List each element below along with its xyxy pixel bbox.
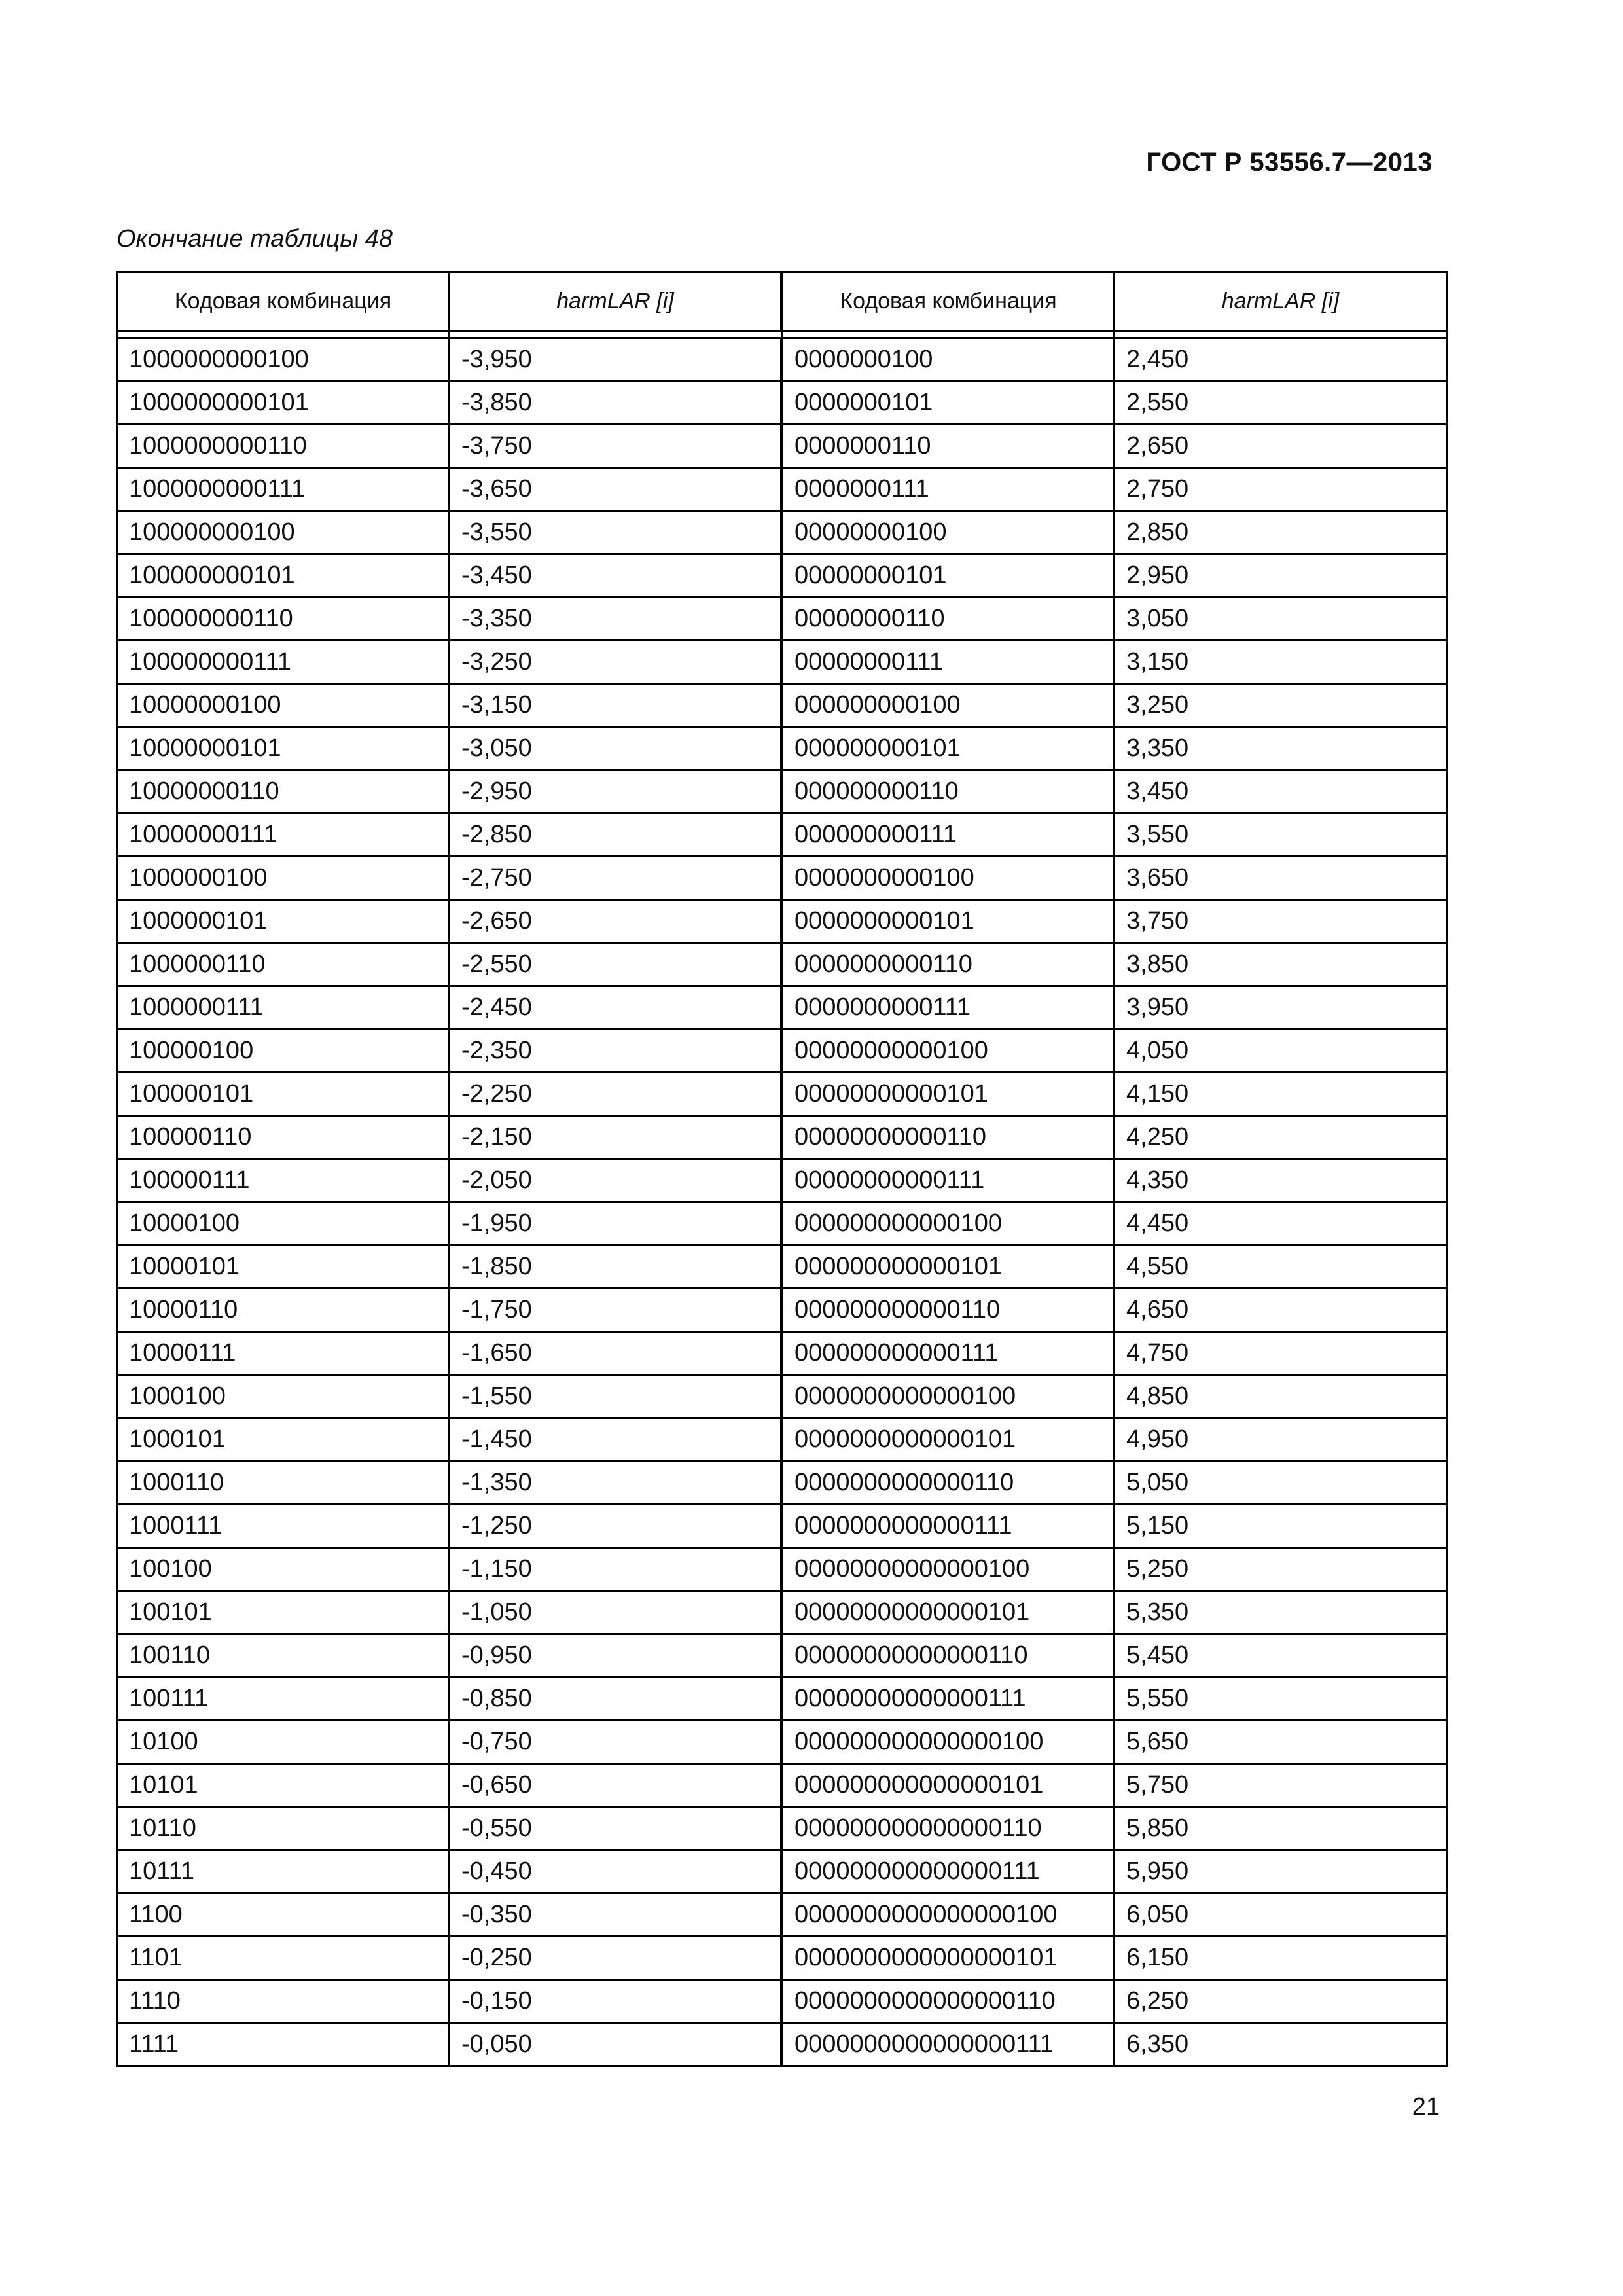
table-row [117,1591,1447,1634]
cell-code: 100000000100 [117,511,450,554]
table-row [117,1893,1447,1937]
cell-harmlar: -0,550 [450,1807,782,1850]
cell-code: 000000000000101 [782,1246,1115,1289]
cell-harmlar: -1,650 [450,1332,782,1375]
cell-code: 1100 [117,1893,450,1937]
cell-code: 00000000000110 [782,1116,1115,1159]
cell-code: 00000000000000110 [782,1634,1115,1677]
cell-harmlar: -2,250 [450,1073,782,1116]
cell-code: 1000000100 [117,857,450,900]
document-standard-header: ГОСТ Р 53556.7—2013 [1146,148,1433,177]
table-caption: Окончание таблицы 48 [116,225,393,253]
cell-harmlar: 5,550 [1115,1677,1447,1721]
cell-harmlar: 3,250 [1115,684,1447,727]
cell-code: 0000000000000000100 [782,1893,1115,1937]
cell-code: 1000000000101 [117,382,450,425]
cell-harmlar: 5,450 [1115,1634,1447,1677]
table-row [117,1548,1447,1591]
cell-harmlar: 2,550 [1115,382,1447,425]
cell-code: 000000000000000101 [782,1764,1115,1807]
cell-harmlar: 2,450 [1115,338,1447,382]
cell-code: 00000000111 [782,641,1115,684]
table-row [117,1159,1447,1202]
cell-code: 0000000000000110 [782,1462,1115,1505]
cell-code: 10000101 [117,1246,450,1289]
table-row [117,684,1447,727]
column-header-code: Кодовая комбинация [782,272,1115,331]
cell-harmlar: -1,150 [450,1548,782,1591]
cell-harmlar: 3,050 [1115,598,1447,641]
table-row [117,1807,1447,1850]
cell-code: 000000000111 [782,814,1115,857]
cell-harmlar: -2,350 [450,1030,782,1073]
cell-code: 1000000101 [117,900,450,943]
cell-code: 0000000000000000110 [782,1980,1115,2023]
cell-harmlar: -1,850 [450,1246,782,1289]
cell-harmlar: -1,050 [450,1591,782,1634]
cell-code: 1000101 [117,1418,450,1462]
cell-code: 00000000000000111 [782,1677,1115,1721]
cell-code: 0000000000000000111 [782,2023,1115,2066]
header-gap [117,331,1447,338]
table-body [117,331,1447,2066]
cell-code: 10110 [117,1807,450,1850]
cell-code: 000000000000000110 [782,1807,1115,1850]
cell-code: 00000000100 [782,511,1115,554]
cell-code: 0000000100 [782,338,1115,382]
cell-code: 000000000000000100 [782,1721,1115,1764]
table-row [117,1850,1447,1893]
cell-code: 10101 [117,1764,450,1807]
table-row [117,1246,1447,1289]
cell-code: 00000000000000100 [782,1548,1115,1591]
cell-harmlar: -3,350 [450,598,782,641]
cell-code: 0000000111 [782,468,1115,511]
cell-harmlar: -0,350 [450,1893,782,1937]
cell-harmlar: 4,850 [1115,1375,1447,1418]
cell-code: 00000000101 [782,554,1115,598]
cell-code: 1000000000100 [117,338,450,382]
cell-harmlar: 5,350 [1115,1591,1447,1634]
cell-harmlar: -0,850 [450,1677,782,1721]
cell-harmlar: 2,650 [1115,425,1447,468]
cell-code: 10000100 [117,1202,450,1246]
cell-code: 0000000000110 [782,943,1115,986]
cell-code: 000000000000110 [782,1289,1115,1332]
cell-harmlar: -2,150 [450,1116,782,1159]
table-row [117,641,1447,684]
cell-code: 10111 [117,1850,450,1893]
cell-code: 000000000100 [782,684,1115,727]
cell-harmlar: 3,750 [1115,900,1447,943]
table-row [117,1764,1447,1807]
table-row [117,598,1447,641]
cell-harmlar: 5,950 [1115,1850,1447,1893]
cell-harmlar: 5,050 [1115,1462,1447,1505]
cell-harmlar: 3,450 [1115,770,1447,814]
table-row [117,1418,1447,1462]
cell-code: 100101 [117,1591,450,1634]
cell-harmlar: 5,650 [1115,1721,1447,1764]
cell-code: 100000101 [117,1073,450,1116]
cell-harmlar: 3,350 [1115,727,1447,770]
cell-harmlar: -2,650 [450,900,782,943]
table-row [117,554,1447,598]
table-row [117,1462,1447,1505]
cell-code: 10000000101 [117,727,450,770]
cell-code: 100000000110 [117,598,450,641]
column-header-harmlar: harmLAR [i] [1115,272,1447,331]
cell-code: 00000000000101 [782,1073,1115,1116]
cell-code: 1110 [117,1980,450,2023]
cell-harmlar: -2,750 [450,857,782,900]
cell-code: 1000100 [117,1375,450,1418]
table-row [117,2023,1447,2066]
cell-harmlar: -3,550 [450,511,782,554]
table-row [117,814,1447,857]
cell-harmlar: -3,650 [450,468,782,511]
table-row [117,1202,1447,1246]
cell-harmlar: -3,150 [450,684,782,727]
cell-code: 100100 [117,1548,450,1591]
cell-code: 1111 [117,2023,450,2066]
cell-harmlar: 4,150 [1115,1073,1447,1116]
table-row [117,943,1447,986]
table-row [117,857,1447,900]
cell-code: 0000000000000101 [782,1418,1115,1462]
cell-code: 00000000000111 [782,1159,1115,1202]
cell-code: 1000000110 [117,943,450,986]
cell-code: 1000110 [117,1462,450,1505]
cell-harmlar: 3,950 [1115,986,1447,1030]
cell-harmlar: 6,350 [1115,2023,1447,2066]
cell-code: 0000000000111 [782,986,1115,1030]
cell-code: 100000111 [117,1159,450,1202]
table-row [117,1677,1447,1721]
column-header-code: Кодовая комбинация [117,272,450,331]
cell-harmlar: -0,450 [450,1850,782,1893]
cell-harmlar: -0,650 [450,1764,782,1807]
cell-code: 10000000111 [117,814,450,857]
table-row [117,986,1447,1030]
cell-harmlar: -0,950 [450,1634,782,1677]
cell-harmlar: -0,050 [450,2023,782,2066]
cell-code: 10000000100 [117,684,450,727]
cell-harmlar: -0,250 [450,1937,782,1980]
cell-code: 00000000000100 [782,1030,1115,1073]
cell-harmlar: -3,250 [450,641,782,684]
table-row [117,1375,1447,1418]
cell-code: 1101 [117,1937,450,1980]
table-row [117,1030,1447,1073]
cell-code: 000000000000111 [782,1332,1115,1375]
cell-harmlar: -3,850 [450,382,782,425]
cell-harmlar: -1,350 [450,1462,782,1505]
cell-harmlar: 5,850 [1115,1807,1447,1850]
cell-harmlar: 3,650 [1115,857,1447,900]
cell-harmlar: -1,250 [450,1505,782,1548]
cell-code: 10100 [117,1721,450,1764]
cell-harmlar: 6,150 [1115,1937,1447,1980]
cell-code: 100000000101 [117,554,450,598]
cell-harmlar: 4,750 [1115,1332,1447,1375]
cell-harmlar: 4,050 [1115,1030,1447,1073]
cell-harmlar: -1,450 [450,1418,782,1462]
table-row [117,468,1447,511]
table-row [117,1721,1447,1764]
cell-harmlar: -0,750 [450,1721,782,1764]
cell-code: 000000000000000111 [782,1850,1115,1893]
table-row [117,1073,1447,1116]
table-row [117,1332,1447,1375]
table-row [117,900,1447,943]
cell-harmlar: 4,250 [1115,1116,1447,1159]
cell-harmlar: 2,850 [1115,511,1447,554]
cell-harmlar: 3,150 [1115,641,1447,684]
cell-code: 000000000101 [782,727,1115,770]
cell-code: 0000000000000100 [782,1375,1115,1418]
page-number: 21 [1412,2093,1440,2121]
cell-code: 10000110 [117,1289,450,1332]
table-row [117,1505,1447,1548]
column-header-harmlar: harmLAR [i] [450,272,782,331]
table-row [117,1937,1447,1980]
cell-harmlar: -1,550 [450,1375,782,1418]
cell-harmlar: 5,250 [1115,1548,1447,1591]
cell-code: 0000000110 [782,425,1115,468]
cell-code: 00000000000000101 [782,1591,1115,1634]
cell-code: 1000000000110 [117,425,450,468]
cell-harmlar: -1,950 [450,1202,782,1246]
cell-harmlar: 3,550 [1115,814,1447,857]
cell-code: 100111 [117,1677,450,1721]
cell-harmlar: 6,250 [1115,1980,1447,2023]
cell-harmlar: 4,650 [1115,1289,1447,1332]
cell-harmlar: 4,450 [1115,1202,1447,1246]
cell-code: 100000000111 [117,641,450,684]
cell-code: 0000000000000111 [782,1505,1115,1548]
cell-harmlar: -3,450 [450,554,782,598]
cell-harmlar: 6,050 [1115,1893,1447,1937]
cell-code: 1000000000111 [117,468,450,511]
cell-code: 0000000000000000101 [782,1937,1115,1980]
cell-code: 000000000000100 [782,1202,1115,1246]
cell-harmlar: -3,950 [450,338,782,382]
table-row [117,511,1447,554]
cell-harmlar: -0,150 [450,1980,782,2023]
cell-harmlar: 4,350 [1115,1159,1447,1202]
cell-harmlar: -2,950 [450,770,782,814]
cell-code: 10000000110 [117,770,450,814]
cell-code: 000000000110 [782,770,1115,814]
table-header-row [117,272,1447,331]
table-row [117,1980,1447,2023]
cell-code: 100000110 [117,1116,450,1159]
cell-harmlar: -2,850 [450,814,782,857]
table-row [117,1634,1447,1677]
cell-harmlar: -2,550 [450,943,782,986]
cell-harmlar: -2,050 [450,1159,782,1202]
table-row [117,338,1447,382]
table-row [117,770,1447,814]
cell-harmlar: 3,850 [1115,943,1447,986]
cell-harmlar: -1,750 [450,1289,782,1332]
cell-code: 0000000101 [782,382,1115,425]
cell-code: 0000000000100 [782,857,1115,900]
cell-harmlar: -3,050 [450,727,782,770]
code-table [116,271,1448,2067]
table-row [117,425,1447,468]
table-row [117,727,1447,770]
cell-harmlar: 5,750 [1115,1764,1447,1807]
cell-code: 1000111 [117,1505,450,1548]
cell-code: 100110 [117,1634,450,1677]
cell-harmlar: 4,950 [1115,1418,1447,1462]
table-row [117,382,1447,425]
cell-harmlar: 5,150 [1115,1505,1447,1548]
table-row [117,1289,1447,1332]
cell-harmlar: -3,750 [450,425,782,468]
cell-code: 100000100 [117,1030,450,1073]
table-row [117,1116,1447,1159]
cell-harmlar: 4,550 [1115,1246,1447,1289]
cell-code: 10000111 [117,1332,450,1375]
cell-code: 1000000111 [117,986,450,1030]
cell-harmlar: 2,950 [1115,554,1447,598]
cell-code: 0000000000101 [782,900,1115,943]
cell-code: 00000000110 [782,598,1115,641]
cell-harmlar: -2,450 [450,986,782,1030]
cell-harmlar: 2,750 [1115,468,1447,511]
